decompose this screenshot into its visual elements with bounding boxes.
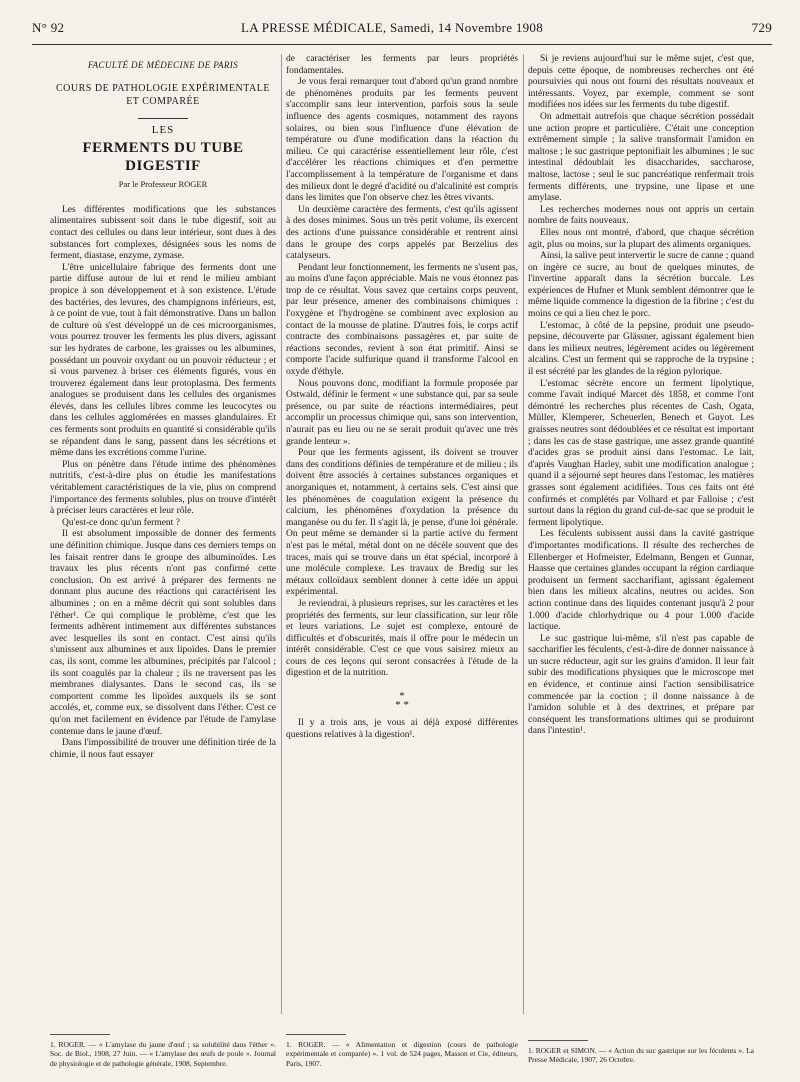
paragraph: de caractériser les ferments par leurs propriétés fondamentales. xyxy=(286,54,518,76)
paragraph: Qu'est-ce donc qu'un ferment ? xyxy=(62,517,180,528)
footnote-rule xyxy=(286,1034,346,1035)
paragraph: Nous pouvons donc, modifiant la formule proposée par Ostwald, définir le ferment « une substance qui, par sa seule présence, ou par suite de réactions intermédiaires, peut accomplir un processus chimique qui, sans son intervention, n'aurait pas eu lieu ou ne se serait produit qu'avec une très grande lenteur ». xyxy=(286,378,518,447)
course-title: COURS DE PATHOLOGIE EXPÉRIMENTALE ET COMPARÉE xyxy=(56,82,270,107)
paragraph: Un deuxième caractère des ferments, c'est qu'ils agissent à des doses minimes. Sous un très petit volume, ils exercent des actions d'une puissance considérable et rentrent ainsi dans le groupe des corps appelés par Berzelius des catalyseurs. xyxy=(286,204,518,262)
column-3 xyxy=(528,54,754,738)
column-2 xyxy=(286,54,518,741)
column-1 xyxy=(50,54,276,761)
header-rule xyxy=(32,44,772,45)
paragraph: Ainsi, la salive peut intervertir le sucre de canne ; quand on ingère ce sucre, au bout de quelques minutes, de l'invertine apparaît dans la sécrétion buccale. Les expériences de Hufner et Munk semblent démontrer que le même liquide commence la digestion de la fibrine ; c'est du moins ce qui a lieu chez le porc. xyxy=(528,251,754,320)
paragraph: Pour que les ferments agissent, ils doivent se trouver dans des conditions définies de température et de milieu ; ils doivent être associés à certaines substances organiques et anorganiques et, notamment, à certains sels. C'est ainsi que les phénomènes de coagulation exigent la présence du calcium, les phénomènes d'oxydation la présence du manganèse ou du fer. Il s'agit là, je pense, d'une loi générale. On peut même se demander si la partie active du ferment n'est pas le métal, métal dont on ne décèle souvent que des traces, mais qui se trouve dans un état spécial, incorporé à une molécule complexe. Les travaux de Bredig sur les métaux colloïdaux semblent donner à cette idée un appui expérimental. xyxy=(286,448,518,598)
title-prefix: LES xyxy=(151,123,175,136)
paragraph: Dans l'impossibilité de trouver une définition tirée de la chimie, il nous faut essayer xyxy=(50,738,276,760)
byline: Par le Professeur ROGER xyxy=(118,179,208,190)
faculty-line: FACULTÉ DE MÉDECINE DE PARIS xyxy=(87,60,239,70)
footnote: 1. ROGER. — « L'amylase du jaune d'œuf ; sa solubilité dans l'éther ». Soc. de Biol., 1908, 27 Juin. — « L'amylase des œufs de poule ». Journal de physiologie et de pathologie générale, 1908, Septembre. xyxy=(50,1040,276,1068)
journal-title: LA PRESSE MÉDICALE, Samedi, 14 Novembre 1908 xyxy=(240,20,544,35)
footnote-rule xyxy=(50,1034,110,1035)
paragraph: Plus on pénètre dans l'étude intime des phénomènes nutritifs, c'est-à-dire plus on étudie les manifestations véritablement caractéristiques de la vie, plus on comprend l'importance des ferments solubles, plus on trouve d'intérêt à préciser leurs caractères et leur rôle. xyxy=(50,459,276,517)
paragraph: On admettait autrefois que chaque sécrétion possédait une action propre et particulière. C'était une conception extrêmement simple ; la salive transformait l'amidon en maltose ; le suc gastrique peptonifiait les albumines ; le suc intestinal dédoublait les disaccharides, saccharose, maltose, lactose ; seul le suc pancréatique renfermait trois ferments différents, une trypsine, une lipase et une amylase. xyxy=(528,111,754,204)
paragraph: L'être unicellulaire fabrique des ferments dont une partie diffuse autour de lui et rend le milieu ambiant propice à son développement et à son existence. L'étude des bactéries, des levures, des champignons inférieurs, est, à ce point de vue, tout à fait démonstrative. Dans un ballon de culture où s'est développé un de ces microorganismes, vous pourrez trouver les ferments les plus divers, agissant sur les hydrates de carbone, les graisses ou les albumines, possédant un pouvoir oxydant ou un pouvoir réducteur ; et si vous parvenez à briser ces éléments figurés, vous en trouverez également dans leur protoplasma. Des ferments analogues se produisent dans les cellules des organismes élevés, dans les cellules libres comme les leucocytes ou dans les cellules agglomérées en masses glandulaires. Et ces ferments sont produits en quantité si considérable qu'ils se répandent dans le sang, passent dans les sécrétions et même dans les excrétions comme l'urine. xyxy=(50,262,276,459)
paragraph: L'estomac sécrète encore un ferment lipolytique, comme l'avait indiqué Marcet dès 1858, et comme l'ont démontré les recherches plus récentes de Cash, Ogata, Müller, Klemperer, Scheuerlen, Benech et Guyot. Les graisses neutres sont dédoublées et ce résultat est important ; dans les cas de stase gastrique, une assez grande quantité d'acides gras se produit ainsi dans l'estomac. Le lait, d'après Vaughan Harley, subit une modification analogue ; quand il a séjourné sept heures dans l'estomac, les matières grasses sont également acidifiées. Tous ces faits ont été confirmés et complétés par Volhard et par Falloise ; c'est surtout dans la région du grand cul-de-sac que se produit le ferment lipolytique. xyxy=(528,378,754,528)
paragraph: Il y a trois ans, je vous ai déjà exposé différentes questions relatives à la digestion¹. xyxy=(286,718,518,740)
paragraph: Les différentes modifications que les substances alimentaires subissent soit dans le tube digestif, soit au contact des cellules ou dans leur intérieur, sont dues à des substances fort complexes, désignées sous les noms de ferment, diastase, enzyme, zymase. xyxy=(50,204,276,262)
paragraph: Je vous ferai remarquer tout d'abord qu'un grand nombre de phénomènes produits par les ferments peuvent s'accomplir sans leur intervention, parfois sous la seule influence des agents cosmiques, notamment des rayons solaires, ou bien sous l'influence d'une élévation de température ou d'une modification dans la réaction du milieu. Ce qui caractérise essentiellement leur rôle, c'est d'accélérer les réactions chimiques et d'en permettre l'accomplissement à la température de l'organisme et dans des milieux dont le degré d'acidité ou d'alcalinité est compris dans les limites que l'on observe chez les êtres vivants. xyxy=(286,77,518,204)
footnote: 1. ROGER. — « Alimentation et digestion (cours de pathologie expérimentale et comparée) ». 1 vol. de 524 pages, Masson et Cie, éditeurs, Paris, 1907. xyxy=(286,1040,518,1068)
column-divider xyxy=(523,54,524,1014)
paragraph: Elles nous ont montré, d'abord, que chaque sécrétion agit, plus ou moins, sur la plupart des aliments organiques. xyxy=(528,227,754,250)
issue-number: N° 92 xyxy=(32,20,65,35)
paragraph: Les féculents subissent aussi dans la cavité gastrique d'importantes modifications. Il résulte des recherches de Ellenberger et Hofmeister, Edelmann, Bengen et Gunnar, Haasse que certaines glandes occupant la région cardiaque produisent un ferment saccharifiant, agissant également bien dans les milieux alcalins, neutres ou acides. Son action continue dans des liquides contenant jusqu'à 2 pour 1.000 d'acide chlorhydrique ou 4 pour 1.000 d'acide lactique. xyxy=(528,529,754,633)
paragraph: Le suc gastrique lui-même, s'il n'est pas capable de saccharifier les féculents, c'est-à-dire de donner naissance à un sucre réducteur, agit sur les grains d'amidon. Il leur fait subir des modifications physiques que le microscope met en évidence, et continue ainsi l'action sensibilisatrice commencée par la coction ; il donne naissance à de l'amidon soluble et à des dextrines, et prépare par conséquent les transformations ultimes qui se produiront dans l'intestin¹. xyxy=(528,633,754,737)
paragraph: Pendant leur fonctionnement, les ferments ne s'usent pas, au moins d'une façon appréciable. Mais ne vous étonnez pas trop de ce résultat. Vous savez que certains corps peuvent, par leur présence, amener des combinaisons chimiques : l'oxygène et l'hydrogène se combinent avec explosion au contact de la mousse de platine. D'autres fois, le corps actif contracte des combinaisons passagères et, par suite de réactions secondes, revient à son état primitif. Ainsi se comporte l'acide sulfurique quand il transforme l'alcool en oxyde d'éthyle. xyxy=(286,262,518,378)
paragraph: Les recherches modernes nous ont appris un certain nombre de faits nouveaux. xyxy=(528,204,754,227)
paragraph: Il est absolument impossible de donner des ferments une définition chimique. Jusque dans ces derniers temps on les faisait rentrer dans le groupe des albuminoïdes. Les travaux les plus récents n'ont pas confirmé cette conclusion. On est arrivé à préparer des ferments ne donnant plus aucune des réactions qui caractérisent les albumines ; on en a même décrit qui sont solubles dans l'éther¹. Ce qui complique le problème, c'est que les ferments adhèrent intimement aux différentes substances avec lesquelles ils sont en contact. C'est ainsi qu'ils s'unissent aux albumines et aux lipoïdes. Dans le premier cas, ils sont, comme les albumines, précipités par l'alcool ; ils sont coagulés par la chaleur ; ils ne traversent pas les membranes dialysantes. Dans le second cas, ils se comportent comme les lipoïdes auxquels ils se sont accolés, et, comme eux, se dissolvent dans l'éther. C'est ce qu'on met facilement en évidence par l'étude de l'amylase contenue dans le jaune d'œuf. xyxy=(50,529,276,737)
column-divider xyxy=(281,54,282,1014)
footnote: 1. ROGER et SIMON. — « Action du suc gastrique sur les féculents ». La Presse Médicale, 1907, 26 Octobre. xyxy=(528,1046,754,1065)
running-header xyxy=(32,20,772,42)
article-title: FERMENTS DU TUBE DIGESTIF xyxy=(82,140,244,175)
paragraph: Je reviendrai, à plusieurs reprises, sur les caractères et les propriétés des ferments, sur leur classification, sur leur rôle et leurs variations. Le sujet est complexe, entouré de difficultés et d'obscurités, mais il offre pour le médecin un intérêt considérable. C'est ce que vous saisirez mieux au cours de ces leçons qui seront consacrées à l'étude de la digestion et de la nutrition. xyxy=(286,598,518,679)
asterism: * * * xyxy=(395,690,409,712)
page-number: 729 xyxy=(751,20,772,35)
paragraph: L'estomac, à côté de la pepsine, produit une pseudo-pepsine, découverte par Glässner, agissant également bien dans les milieux neutres, légèrement acides ou légèrement alcalins. C'est un ferment qui se rapproche de la trypsine ; il est sécrété par les glandes de la région pylorique. xyxy=(528,320,754,378)
footnote-rule xyxy=(528,1040,588,1041)
title-rule xyxy=(138,118,188,119)
paragraph: Si je reviens aujourd'hui sur le même sujet, c'est que, depuis cette époque, de nombreuses recherches ont été poursuivies qui nous ont fourni des résultats nouveaux et intéressants. Voyez, par exemple, comment se sont modifiées nos idées sur les ferments du tube digestif. xyxy=(528,54,754,111)
